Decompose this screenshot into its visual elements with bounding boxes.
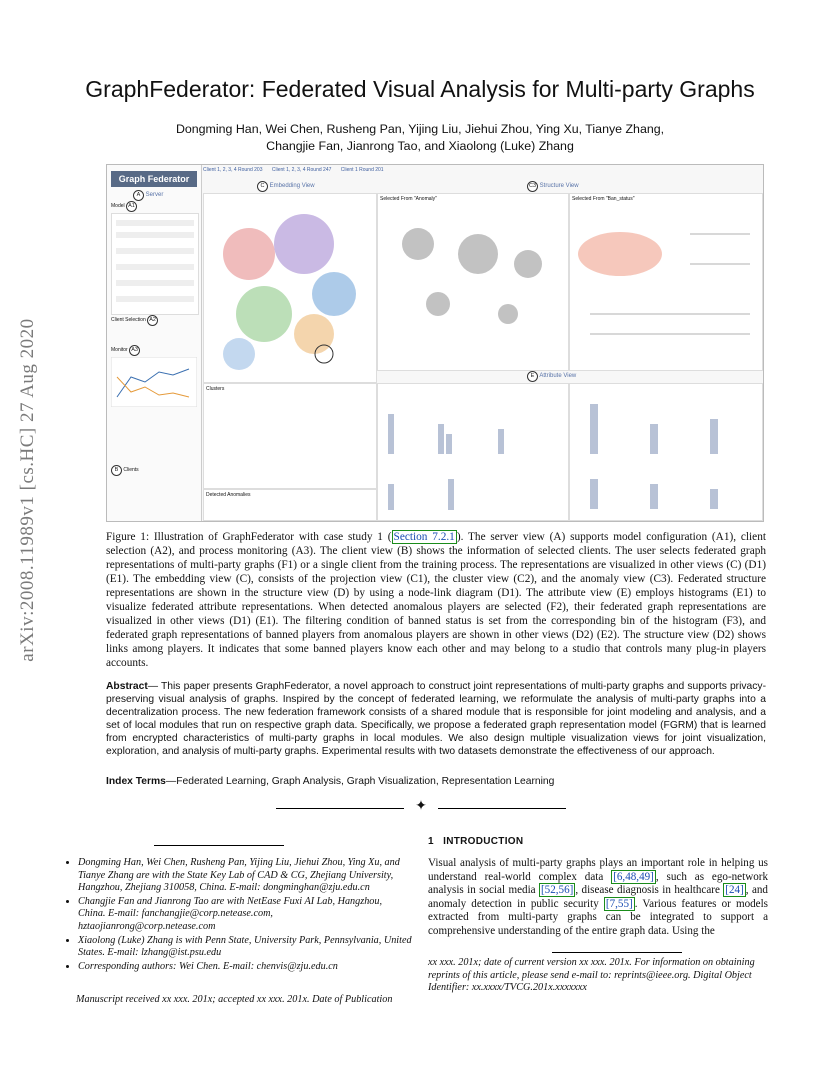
section-link[interactable]: Section 7.2.1 (393, 531, 455, 543)
index-terms-label: Index Terms (106, 776, 166, 787)
marker-e: E (527, 371, 538, 382)
publication-info: xx xxx. 201x; date of current version xx xxx. 201x. For information on obtaining reprints of this article, please send e-mail to: reprints@ieee.org. Digital Object Identifier: xx.xxxx/TVCG.201x.xxxxxxx (428, 957, 755, 994)
selected-anomaly-label: Selected From "Anomaly" (380, 196, 437, 202)
citation-link[interactable]: [7,55] (605, 897, 633, 910)
structure-view-d1 (377, 193, 569, 371)
attribute-view-label: Attribute View (539, 373, 577, 379)
footnote-item: • Corresponding authors: Wei Chen. E-mail: chenvis@zju.edu.cn (78, 961, 412, 974)
footnote-item: • Changjie Fan and Jianrong Tao are with NetEase Fuxi AI Lab, Hangzhou, China. E-mail: fanchangjie@corp.netease.com, hztaojianrong@corp.netease.com (78, 896, 412, 934)
embedding-view-label: Embedding View (269, 183, 315, 189)
figure-1 (106, 164, 764, 522)
detected-anomalies-label: Detected Anomalies (206, 492, 251, 498)
client-selection-label: Client Selection (111, 317, 146, 323)
selected-ban-label: Selected From "Ban_status" (572, 196, 635, 202)
introduction-text: Visual analysis of multi-party graphs plays an important role in helping us understand real-world complex data [6,48,49] , such as ego-network analysis in social media [52,56] , disease diagnosis in healthcare [24] , and anomaly detection in public security [7,55] . Various features or models extracted from multi-party graphs can be integrated to support a comprehensive understanding of the entire graph data. Using the (428, 857, 768, 937)
projection-view (203, 193, 377, 383)
model-label: Model (111, 203, 125, 209)
anomaly-view (203, 489, 377, 521)
paper-title: GraphFederator: Federated Visual Analysis for Multi-party Graphs (85, 76, 755, 102)
monitor-label: Monitor (111, 347, 128, 353)
index-terms (106, 776, 766, 787)
server-label: Server (145, 192, 164, 198)
marker-a3: A3 (129, 345, 140, 356)
round-tabs (203, 167, 392, 173)
marker-a1: A1 (126, 201, 137, 212)
footnote-rule (154, 845, 284, 846)
clusters-label: Clusters (206, 386, 225, 392)
index-terms-text: —Federated Learning, Graph Analysis, Graph Visualization, Representation Learning (165, 776, 555, 787)
figure-caption: Figure 1: Illustration of GraphFederator with case study 1 ( Section 7.2.1 ). The server view (A) supports model configuration (A1), client selection (A2), and process monitoring (A3). The client view (B) shows the information of selected clients. The user selects federated graph representations of multi-party graphs (F1) or a single client from the training process. The representations are visualized in other views (C) (D1) (E1). The embedding view (C), consists of the projection view (C1), the cluster view (C2), and the anomaly view (C3). Federated structure representations are shown in the structure view (D) by using a node-link diagram (D1). The attribute view (E) employs histograms (E1) to visualize federated attribute representations. When detected anomalous players are selected (F2), their federated graph representations are visualized in other views (D1) (E1). The filtering condition of banned status is set from the corresponding bin of the histogram (F3), and federated graph representations of banned players from anomalous players are shown in other views (D2) (E2). The structure view (D2) shows links among players. It indicates that some banned players know each other and may belong to a studio that controls many plug-in players accounts. (106, 531, 766, 669)
citation-link[interactable]: [6,48,49] (613, 870, 654, 883)
authors-line-1: Dongming Han, Wei Chen, Rusheng Pan, Yijing Liu, Jiehui Zhou, Ying Xu, Tianye Zhang, (175, 122, 665, 136)
marker-c: C (257, 181, 268, 192)
arxiv-identifier: arXiv:2008.11989v1 [cs.HC] 27 Aug 2020 (17, 318, 38, 662)
app-title: Graph Federator (111, 171, 197, 187)
server-client-panel (107, 165, 202, 521)
section-divider (276, 799, 566, 815)
footnote-item: • Xiaolong (Luke) Zhang is with Penn State, University Park, Pennsylvania, United States. E-mail: lzhang@ist.psu.edu (78, 935, 412, 960)
pubinfo-rule (552, 952, 682, 953)
histograms-e1 (378, 384, 568, 520)
tab-round-247[interactable]: Client 1, 2, 3, 4 Round 247 (271, 167, 332, 173)
abstract-text: — This paper presents GraphFederator, a novel approach to construct joint representations of multi-party graphs and supports privacy-preserving visual analysis of graphs. Inspired by the concept of federated learning, we reformulate the analysis of multi-party graphs into a decentralization process. The new federation framework consists of a shared module that is responsible for joint modeling and analysis, and a set of local modules that run on respective graph data. Specifically, we propose a federated graph representation model (FGRM) that is learned from encrypted characteristics of multi-party graphs in local modules. We also design multiple visualization views for joint visualization, exploration, and analysis of multi-party graphs. Experimental results with two datasets demonstrate the effectiveness of our approach. (106, 681, 766, 757)
authors-line-2: Changjie Fan, Jianrong Tao, and Xiaolong (Luke) Zhang (266, 139, 574, 153)
abstract (106, 680, 766, 758)
citation-link[interactable]: [24] (725, 884, 744, 897)
node-link-diagram-d1 (378, 204, 568, 364)
marker-a: A (133, 190, 144, 201)
section-heading: 1 INTRODUCTION (428, 836, 524, 847)
tab-round-203[interactable]: Client 1, 2, 3, 4 Round 203 (203, 167, 263, 173)
marker-d: C3 (527, 181, 538, 192)
projection-scatter (204, 194, 376, 382)
attribute-view-e2 (569, 383, 763, 521)
author-list (120, 121, 720, 155)
structure-view-label: Structure View (539, 183, 579, 189)
node-link-diagram-d2 (570, 204, 762, 364)
attribute-view-e1 (377, 383, 569, 521)
structure-view-d2 (569, 193, 763, 371)
clients-label: Clients (123, 467, 139, 473)
affiliation-footnotes (62, 857, 412, 974)
marker-b: B (111, 465, 122, 476)
histograms-e2 (570, 384, 762, 520)
cluster-view (203, 383, 377, 489)
marker-a2: A2 (147, 315, 158, 326)
divider-star-icon: ✦ (415, 799, 427, 814)
arxiv-side-label (8, 250, 48, 730)
manuscript-note: Manuscript received xx xxx. 201x; accepted xx xxx. 201x. Date of Publication (76, 994, 393, 1005)
training-process-chart (111, 357, 197, 407)
tab-round-201[interactable]: Client 1 Round 201 (340, 167, 384, 173)
abstract-label: Abstract (106, 681, 148, 692)
model-config (111, 213, 199, 315)
citation-link[interactable]: [52,56] (540, 884, 574, 897)
footnote-item: • Dongming Han, Wei Chen, Rusheng Pan, Yijing Liu, Jiehui Zhou, Ying Xu, and Tianye Zhang are with the State Key Lab of CAD & CG, Zhejiang University, Hangzhou, Zhejiang 310058, China. E-mail: dongminghan@zju.edu.cn (78, 857, 412, 895)
